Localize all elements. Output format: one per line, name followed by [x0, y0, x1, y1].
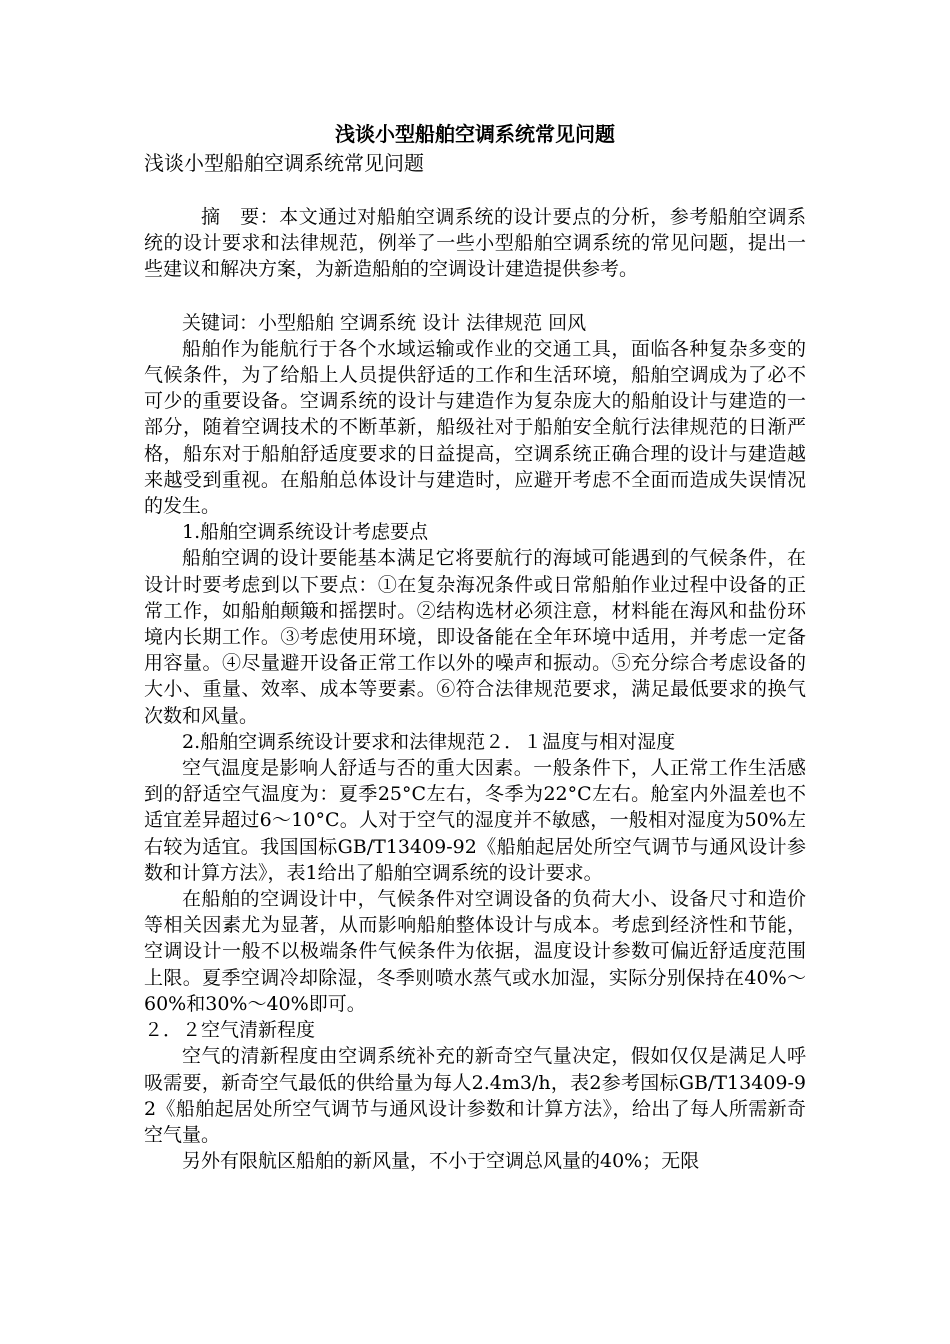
blank-line	[144, 283, 806, 310]
section-heading-2: 2.船舶空调系统设计要求和法律规范２．１温度与相对湿度	[182, 730, 676, 753]
document-page	[144, 118, 806, 1174]
body-paragraph-climate: 在船舶的空调设计中，气候条件对空调设备的负荷大小、设备尺寸和造价等相关因素尤为显著，从而影响船舶整体设计与成本。考虑到经济性和节能，空调设计一般不以极端条件气候条件为依据，温度设计参数可偏近舒适度范围上限。夏季空调冷却除湿，冬季则喷水蒸气或水加湿，实际分别保持在40%～60%和30%～40%即可。	[144, 888, 806, 1015]
body-paragraph-intro: 船舶作为能航行于各个水域运输或作业的交通工具，面临各种复杂多变的气候条件，为了给船上人员提供舒适的工作和生活环境，船舶空调成为了必不可少的重要设备。空调系统的设计与建造作为复杂庞大的船舶设计与建造的一部分，随着空调技术的不断革新，船级社对于船舶安全航行法律规范的日渐严格，船东对于船舶舒适度要求的日益提高，空调系统正确合理的设计与建造越来越受到重视。在船舶总体设计与建造时，应避开考虑不全面而造成失误情况的发生。	[144, 337, 806, 518]
document-title: 浅谈小型船舶空调系统常见问题	[335, 122, 615, 146]
keywords-line: 关键词：小型船舶 空调系统 设计 法律规范 回风	[182, 311, 587, 334]
abstract-paragraph: 摘 要：本文通过对船舶空调系统的设计要点的分析，参考船舶空调系统的设计要求和法律规范，例举了一些小型船舶空调系统的常见问题，提出一些建议和解决方案，为新造船舶的空调设计建造提供参考。	[144, 206, 806, 281]
section-heading-2-2: ２．２空气清新程度	[144, 1019, 316, 1042]
body-paragraph-fresh-air: 空气的清新程度由空调系统补充的新奇空气量决定，假如仅仅是满足人呼吸需要，新奇空气最低的供给量为每人2.4m3/h，表2参考国标GB/T13409-92《船舶起居处所空气调节与通风设计参数和计算方法》，给出了每人所需新奇空气量。	[144, 1045, 806, 1146]
document-subtitle: 浅谈小型船舶空调系统常见问题	[144, 151, 424, 175]
blank-line	[144, 177, 806, 204]
body-paragraph-fresh-air-ratio: 另外有限航区船舶的新风量，不小于空调总风量的40%；无限	[182, 1150, 700, 1173]
section-heading-1: 1.船舶空调系统设计考虑要点	[182, 521, 429, 544]
body-paragraph-temperature: 空气温度是影响人舒适与否的重大因素。一般条件下，人正常工作生活感到的舒适空气温度为：夏季25°C左右，冬季为22°C左右。舱室内外温差也不适宜差异超过6～10°C。人对于空气的湿度并不敏感，一般相对湿度为50%左右较为适宜。我国国标GB/T13409-92《船舶起居处所空气调节与通风设计参数和计算方法》，表1给出了船舶空调系统的设计要求。	[144, 757, 806, 884]
body-paragraph-design-points: 船舶空调的设计要能基本满足它将要航行的海域可能遇到的气候条件，在设计时要考虑到以下要点：①在复杂海况条件或日常船舶作业过程中设备的正常工作，如船舶颠簸和摇摆时。②结构选材必须注意，材料能在海风和盐份环境内长期工作。③考虑使用环境，即设备能在全年环境中适用，并考虑一定备用容量。④尽量避开设备正常工作以外的噪声和振动。⑤充分综合考虑设备的大小、重量、效率、成本等要素。⑥符合法律规范要求，满足最低要求的换气次数和风量。	[144, 547, 806, 727]
